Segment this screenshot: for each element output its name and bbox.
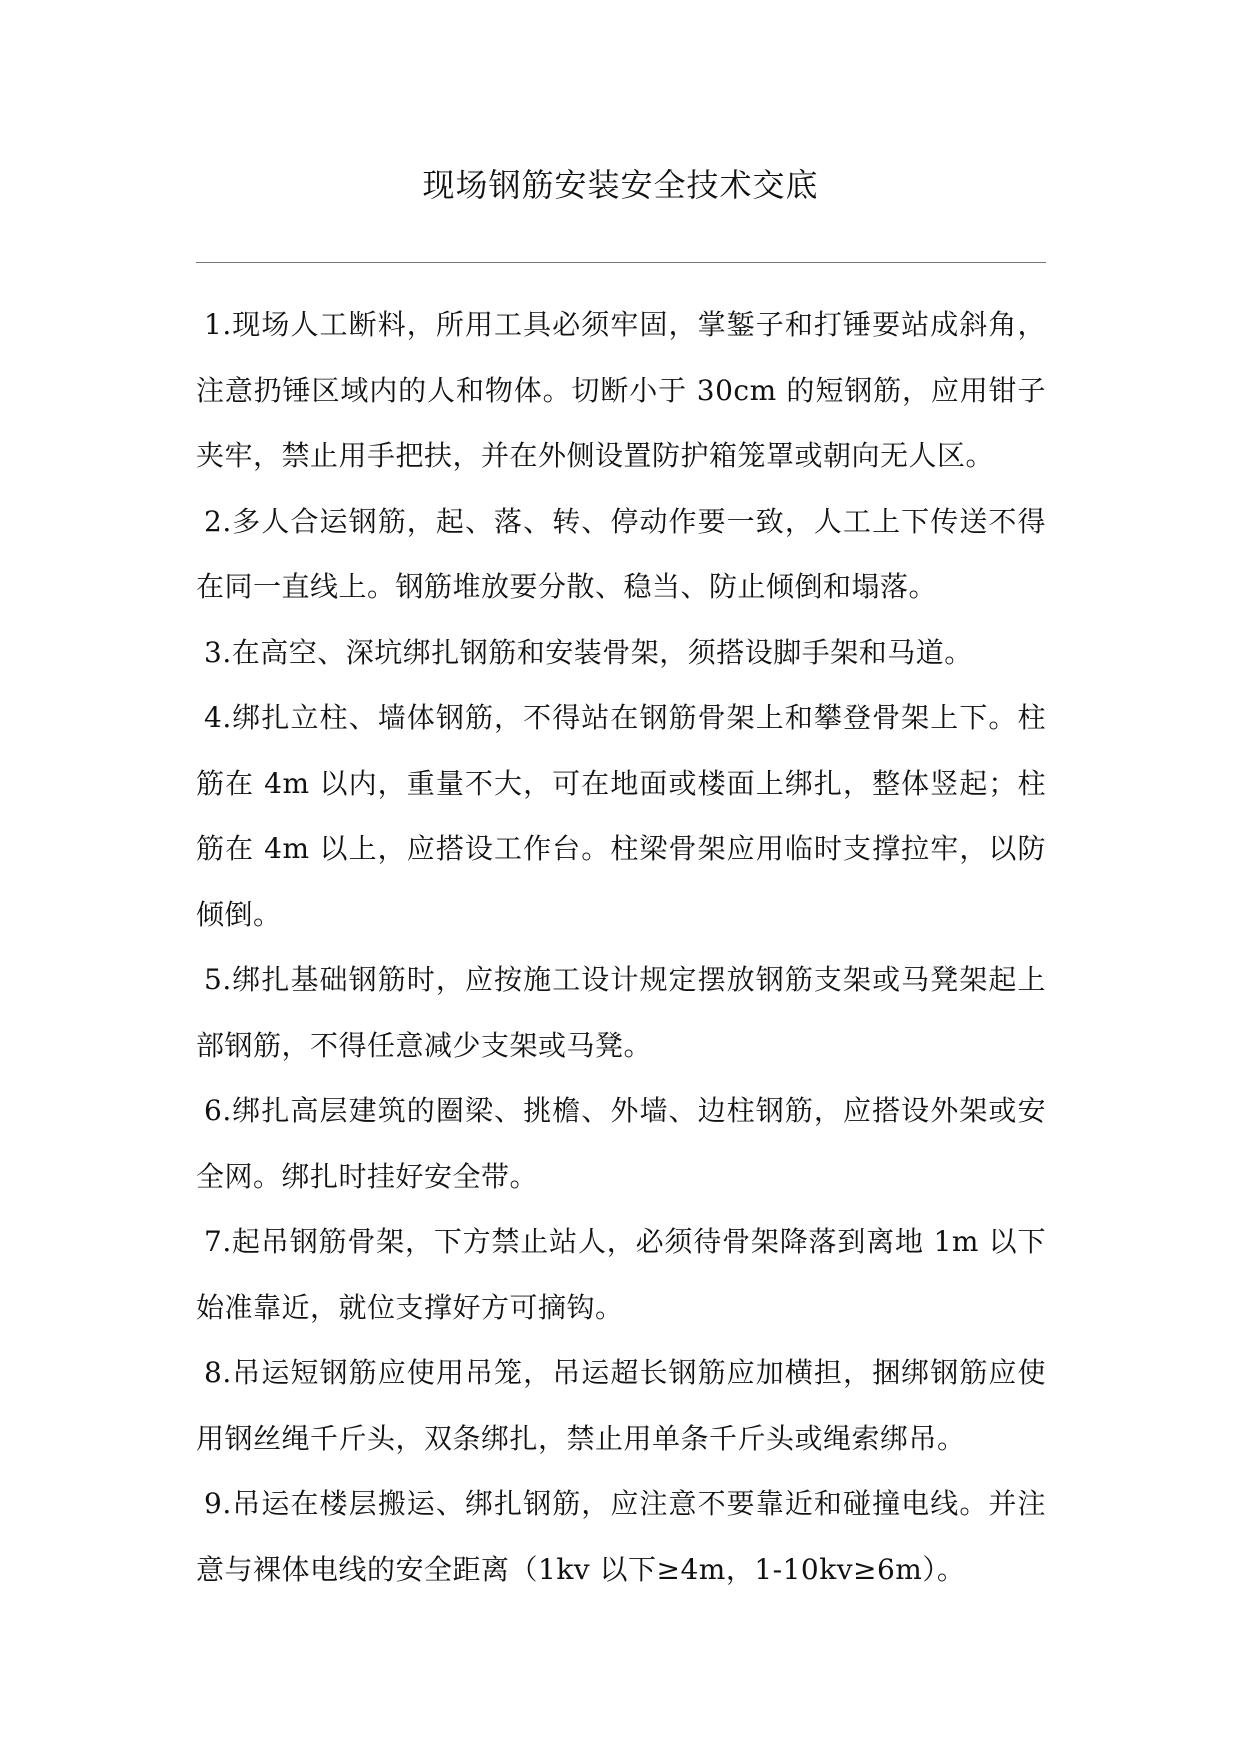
paragraph-7: 7.起吊钢筋骨架，下方禁止站人，必须待骨架降落到离地 1m 以下始准靠近，就位支撑好方可摘钩。 bbox=[196, 1225, 1046, 1324]
title-divider bbox=[196, 262, 1046, 263]
paragraph-9: 9.吊运在楼层搬运、绑扎钢筋，应注意不要靠近和碰撞电线。并注意与裸体电线的安全距离（1kv 以下≥4m，1-10kv≥6m）。 bbox=[196, 1487, 1046, 1586]
paragraph-1: 1.现场人工断料，所用工具必须牢固，掌錾子和打锤要站成斜角，注意扔锤区域内的人和物体。切断小于 30cm 的短钢筋，应用钳子夹牢，禁止用手把扶，并在外侧设置防护箱笼罩或朝向无人区。 bbox=[196, 308, 1046, 472]
paragraph-6: 6.绑扎高层建筑的圈梁、挑檐、外墙、边柱钢筋，应搭设外架或安全网。绑扎时挂好安全带。 bbox=[196, 1094, 1046, 1193]
paragraph-2: 2.多人合运钢筋，起、落、转、停动作要一致，人工上下传送不得在同一直线上。钢筋堆放要分散、稳当、防止倾倒和塌落。 bbox=[196, 504, 1046, 603]
document-body bbox=[196, 292, 1046, 1602]
document-title: 现场钢筋安装安全技术交底 bbox=[422, 166, 819, 204]
paragraph-5: 5.绑扎基础钢筋时，应按施工设计规定摆放钢筋支架或马凳架起上部钢筋，不得任意减少支架或马凳。 bbox=[196, 963, 1046, 1062]
paragraph-8: 8.吊运短钢筋应使用吊笼，吊运超长钢筋应加横担，捆绑钢筋应使用钢丝绳千斤头，双条绑扎，禁止用单条千斤头或绳索绑吊。 bbox=[196, 1356, 1046, 1455]
paragraph-4: 4.绑扎立柱、墙体钢筋，不得站在钢筋骨架上和攀登骨架上下。柱筋在 4m 以内，重量不大，可在地面或楼面上绑扎，整体竖起；柱筋在 4m 以上，应搭设工作台。柱梁骨架应用临时支撑拉牢，以防倾倒。 bbox=[196, 701, 1046, 931]
paragraph-3: 3.在高空、深坑绑扎钢筋和安装骨架，须搭设脚手架和马道。 bbox=[204, 635, 973, 669]
